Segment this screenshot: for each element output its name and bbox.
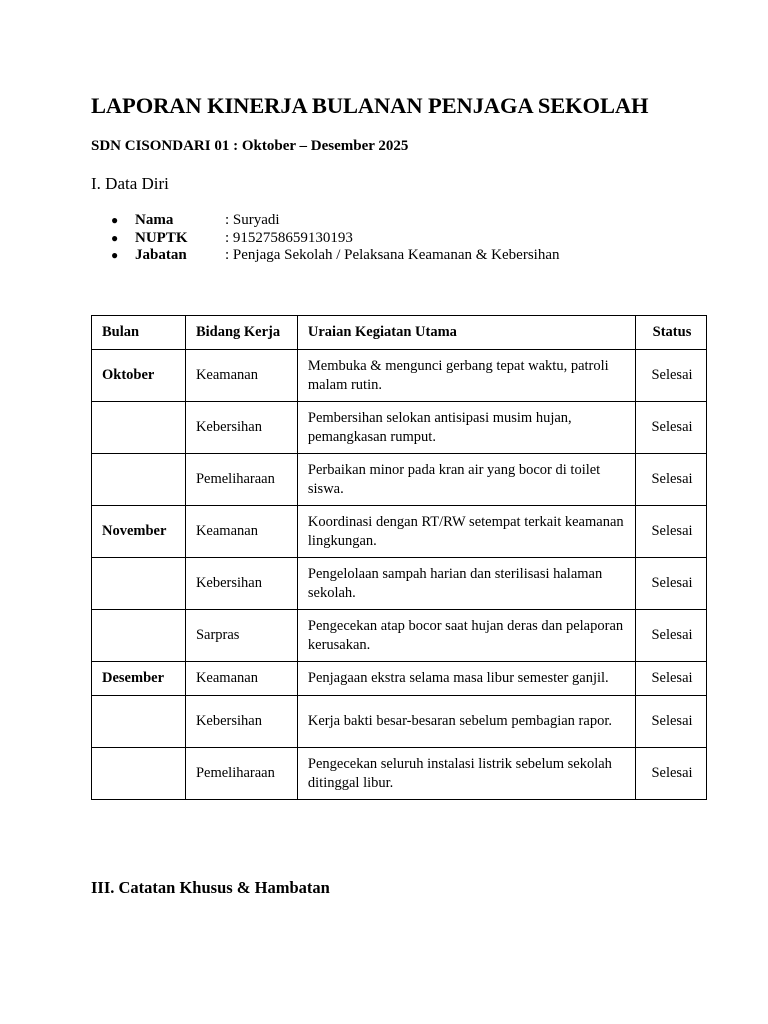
header-uraian-kegiatan: Uraian Kegiatan Utama (297, 316, 635, 350)
cell-activity: Penjagaan ekstra selama masa libur semester ganjil. (297, 662, 635, 696)
table-header-row (92, 316, 707, 350)
cell-field: Kebersihan (185, 696, 297, 748)
cell-activity: Membuka & mengunci gerbang tepat waktu, patroli malam rutin. (297, 350, 635, 402)
cell-month: November (92, 506, 186, 558)
cell-activity: Pengelolaan sampah harian dan sterilisasi halaman sekolah. (297, 558, 635, 610)
info-item-jabatan (91, 247, 559, 265)
table-row (92, 506, 707, 558)
cell-status: Selesai (636, 748, 707, 800)
cell-month (92, 748, 186, 800)
info-value: : Penjaga Sekolah / Pelaksana Keamanan & Kebersihan (225, 247, 560, 263)
cell-month (92, 402, 186, 454)
header-status: Status (636, 316, 707, 350)
cell-field: Pemeliharaan (185, 454, 297, 506)
section-heading-data-diri: I. Data Diri (91, 174, 169, 193)
info-label: NUPTK (135, 229, 188, 246)
personal-info-list (91, 212, 559, 265)
table-row (92, 748, 707, 800)
info-value: : Suryadi (225, 212, 280, 228)
cell-activity: Koordinasi dengan RT/RW setempat terkait keamanan lingkungan. (297, 506, 635, 558)
cell-field: Keamanan (185, 662, 297, 696)
cell-status: Selesai (636, 402, 707, 454)
cell-field: Keamanan (185, 350, 297, 402)
bullet-icon: ● (111, 248, 119, 262)
cell-month (92, 558, 186, 610)
cell-field: Pemeliharaan (185, 748, 297, 800)
cell-status: Selesai (636, 350, 707, 402)
cell-field: Keamanan (185, 506, 297, 558)
cell-field: Kebersihan (185, 558, 297, 610)
table-row (92, 558, 707, 610)
cell-status: Selesai (636, 558, 707, 610)
document-title: LAPORAN KINERJA BULANAN PENJAGA SEKOLAH (91, 93, 649, 118)
cell-activity: Pengecekan atap bocor saat hujan deras dan pelaporan kerusakan. (297, 610, 635, 662)
info-value: : 9152758659130193 (225, 229, 353, 246)
cell-activity: Pengecekan seluruh instalasi listrik sebelum sekolah ditinggal libur. (297, 748, 635, 800)
info-label: Jabatan (135, 247, 187, 263)
table-row (92, 350, 707, 402)
cell-month (92, 454, 186, 506)
cell-month: Desember (92, 662, 186, 696)
header-bulan: Bulan (92, 316, 186, 350)
cell-activity: Perbaikan minor pada kran air yang bocor di toilet siswa. (297, 454, 635, 506)
cell-month (92, 610, 186, 662)
document-subtitle: SDN CISONDARI 01 : Oktober – Desember 2025 (91, 138, 409, 154)
table-row (92, 610, 707, 662)
info-item-nuptk (91, 230, 559, 248)
cell-status: Selesai (636, 454, 707, 506)
table-row (92, 454, 707, 506)
cell-status: Selesai (636, 696, 707, 748)
table-row (92, 402, 707, 454)
bullet-icon: ● (111, 213, 119, 227)
table-row (92, 696, 707, 748)
cell-field: Kebersihan (185, 402, 297, 454)
section-heading-catatan-khusus: III. Catatan Khusus & Hambatan (91, 878, 330, 897)
table-row (92, 662, 707, 696)
cell-month: Oktober (92, 350, 186, 402)
cell-month (92, 696, 186, 748)
cell-activity: Pembersihan selokan antisipasi musim hujan, pemangkasan rumput. (297, 402, 635, 454)
cell-activity: Kerja bakti besar-besaran sebelum pembagian rapor. (297, 696, 635, 748)
cell-field: Sarpras (185, 610, 297, 662)
info-item-nama (91, 212, 559, 230)
cell-status: Selesai (636, 610, 707, 662)
cell-status: Selesai (636, 506, 707, 558)
activity-table (91, 315, 707, 800)
info-label: Nama (135, 212, 174, 228)
bullet-icon: ● (111, 230, 119, 245)
header-bidang-kerja: Bidang Kerja (185, 316, 297, 350)
cell-status: Selesai (636, 662, 707, 696)
